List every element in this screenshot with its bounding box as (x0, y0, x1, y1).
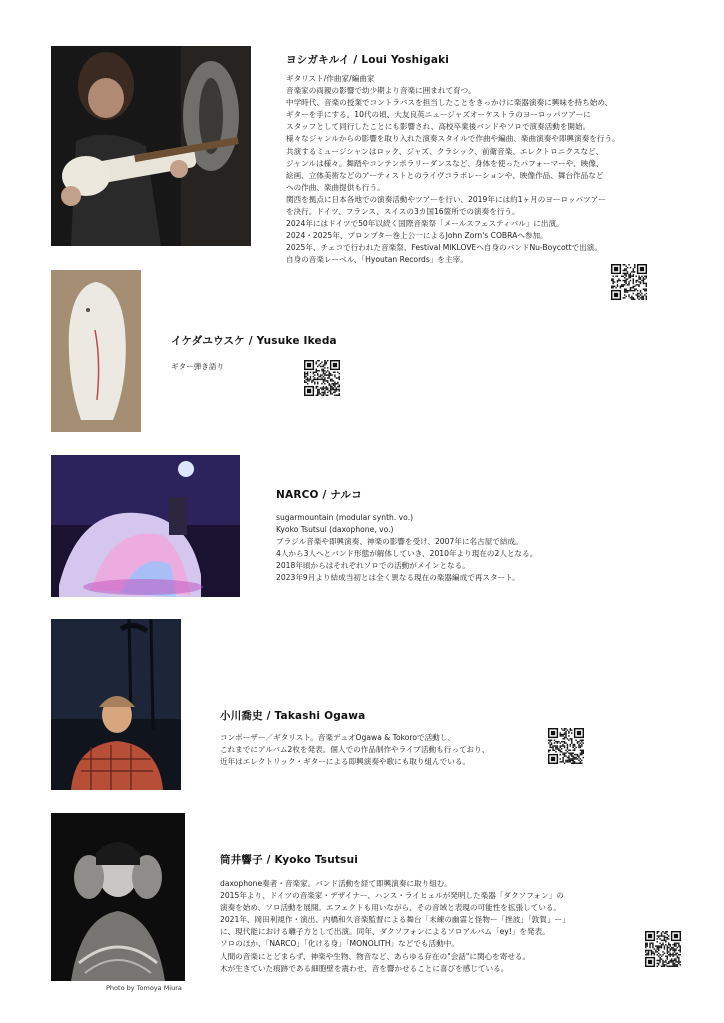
artist-bio: ギター弾き語り (171, 362, 225, 371)
artist-photo-kyoko-tsutsui (51, 813, 185, 981)
qr-code-icon[interactable] (645, 931, 681, 967)
artist-name: イケダユウスケ / Yusuke Ikeda (171, 335, 337, 347)
qr-code-icon[interactable] (304, 360, 340, 396)
photo-credit: Photo by Tomoya Miura (106, 984, 182, 992)
qr-code-icon[interactable] (611, 264, 647, 300)
artist-bio: daxophone奏者・音楽家。バンド活動を経て即興演奏に取り組む。 2015年より、ドイツの音楽家・デザイナー、ハンス・ライヒェルが発明した楽器「ダクソフォン」の 演奏を始め、ソロ活動を展開。エフェクトも用いながら、その音域と表現の可能性を拡張している。 2021年、岡田利規作・演出、内橋和久音楽監督による舞台「未練の幽霊と怪物ー「挫波」「敦賀」ー」 に、現代能における囃子方として出演。同年、ダクソフォンによるソロアルバム「ey!」を発表。 ソロのほか、「NARCO」「化ける身」「MONOLITH」などでも活動中。 人間の音楽にとどまらず、神楽や生物、物音など、あらゆる存在の"会話"に関心を寄せる。 木が生きていた痕跡である細胞壁を震わせ、音を響かせることに喜びを感じている。 (220, 879, 570, 973)
artist-bio: ギタリスト/作曲家/編曲家 音楽家の両親の影響で幼少期より音楽に囲まれて育つ。 中学時代、音楽の授業でコントラバスを担当したことをきっかけに楽器演奏に興味を持ち始め、 ギターを手にする。10代の頃、大友良英ニュージャズオーケストラのヨーロッパツアーに スタッフとして同行したことにも影響され、高校卒業後バンドやソロで演奏活動を開始。 様々なジャンルからの影響を取り入れた演奏スタイルで作曲や編曲、楽曲演奏や即興演奏を行う。 共演するミュージシャンはロック、ジャズ、クラシック、前衛音楽、エレクトロニクスなど、 ジャンルは様々。舞踏やコンテンポラリーダンスなど、身体を使ったパフォーマーや、映像、 絵画、立体美術などのアーティストとのライヴコラボレーションや、映像作品、舞台作品など への作曲、楽曲提供も行う。 関西を拠点に日本各地での演奏活動やツアーを行い、2019年には約1ヶ月のヨーロッパツアー を決行。ドイツ、フランス、スイスの3カ国16箇所での演奏を行う。 2024年にはドイツで50年以続く国際音楽祭「メールスフェスティバル」に出演。 2024・2025年、プロンプター巻上公一によるJohn Zorn's COBRAへ参加。 2025年、チェコで行われた音楽祭、Festival MIKLOVEへ自身のバンドNu-Boycottで出演。 自身の音楽レーベル、「Hyoutan Records」を主宰。 (286, 74, 620, 265)
artist-name: 小川喬史 / Takashi Ogawa (220, 710, 366, 722)
artist-photo-narco (51, 455, 240, 597)
artist-bio: コンポーザー／ギタリスト。音楽デュオOgawa & Tokoroで活動し、 これまでにアルバム2枚を発表。個人での作品制作やライブ活動も行っており、 近年はエレクトリック・ギターによる即興演奏や歌にも取り組んでいる。 (220, 733, 490, 767)
artist-photo-loui-yoshigaki (51, 46, 251, 246)
artist-bio: sugarmountain (modular synth. vo.) Kyoko Tsutsui (daxophone, vo.) ブラジル音楽や即興演奏、神楽の影響を受け、2007年に名古屋で結成。 4人から3人へとバンド形態が解体していき、2010年より現在の2人となる。 2018年頃からはそれぞれソロでの活動がメインとなる。 2023年9月より結成当初とは全く異なる現在の楽器編成で再スタート。 (276, 513, 538, 583)
qr-code-icon[interactable] (548, 728, 584, 764)
artist-photo-yusuke-ikeda (51, 270, 141, 432)
artist-name: 筒井響子 / Kyoko Tsutsui (220, 854, 359, 866)
artist-photo-takashi-ogawa (51, 619, 181, 790)
artist-name: ヨシガキルイ / Loui Yoshigaki (286, 54, 450, 66)
artist-name: NARCO / ナルコ (276, 489, 362, 501)
